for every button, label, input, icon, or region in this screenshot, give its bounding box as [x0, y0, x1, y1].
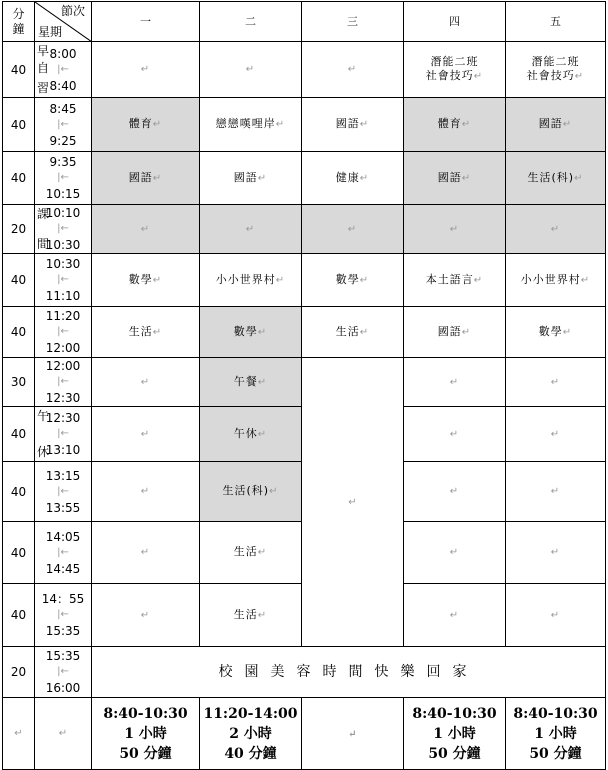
subject-name: 潛能二班: [430, 55, 479, 68]
schedule-row: [3, 647, 606, 698]
start-time: 14：55: [41, 592, 85, 606]
paragraph-mark: ↵: [347, 64, 358, 75]
subject-name: 體育: [128, 117, 153, 130]
summary-hours: 1 小時: [124, 725, 167, 742]
subject-cell: [404, 358, 506, 407]
subject-cell: [92, 462, 200, 522]
minutes-cell: 20: [3, 647, 35, 698]
minutes-header-bottom: 鐘: [12, 21, 25, 36]
start-time: 12:30: [45, 411, 81, 425]
range-mark: |←: [57, 63, 69, 75]
paragraph-mark: ↵: [550, 428, 561, 440]
summary-cell: [302, 698, 404, 770]
subject-cell: [506, 254, 606, 307]
paragraph-mark: ↵: [449, 609, 460, 621]
subject-cell: [200, 42, 302, 98]
paragraph-mark: ↵: [152, 326, 163, 338]
summary-row: [3, 698, 606, 770]
schedule-row: [3, 358, 606, 407]
subject-cell: [200, 205, 302, 254]
paragraph-mark: ↵: [473, 71, 484, 82]
start-time: 10:30: [45, 257, 81, 271]
subject-cell: [92, 254, 200, 307]
subject-cell: [92, 307, 200, 358]
paragraph-mark: ↵: [580, 274, 591, 286]
paragraph-mark: ↵: [359, 172, 370, 184]
summary-hours: 1 小時: [534, 725, 577, 742]
paragraph-mark: ↵: [348, 728, 357, 740]
corner-header: [35, 2, 92, 42]
start-time: 10:10: [45, 206, 81, 220]
subject-cell: [506, 522, 606, 584]
paragraph-mark: ↵: [449, 486, 460, 497]
dismissal-banner: 校園美容時間快樂回家: [92, 647, 606, 698]
paragraph-mark: ↵: [473, 274, 484, 286]
minutes-cell: 40: [3, 98, 35, 152]
minutes-cell: 40: [3, 42, 35, 98]
subject-name: 戀戀嘆哩岸: [215, 117, 276, 130]
subject-cell: [506, 358, 606, 407]
schedule-row: [3, 42, 606, 98]
day-header-3: 三: [302, 2, 404, 42]
subject-name: 數學: [128, 272, 153, 286]
time-cell: [35, 584, 92, 647]
subject-name: 生活(科): [222, 484, 270, 497]
start-time: 11:20: [45, 309, 81, 323]
summary-mins: 50 分鐘: [119, 745, 172, 762]
subject-name: 國語: [437, 170, 462, 184]
minutes-empty: [3, 698, 35, 770]
range-mark: |←: [57, 223, 69, 234]
start-time: 8:00: [49, 46, 77, 61]
subject-cell: [302, 307, 404, 358]
subject-cell: [92, 522, 200, 584]
start-time: 9:35: [49, 155, 77, 169]
end-time: 9:25: [49, 133, 77, 148]
paragraph-mark: ↵: [269, 486, 279, 497]
wednesday-afternoon-cell: [302, 358, 404, 647]
summary-range: 8:40-10:30: [513, 705, 598, 722]
subject-cell: [506, 42, 606, 98]
subject-cell: [200, 358, 302, 407]
paragraph-mark: ↵: [449, 376, 460, 388]
time-prefix: 課: [37, 207, 50, 221]
paragraph-mark: ↵: [348, 496, 357, 508]
end-time: 13:55: [45, 500, 81, 515]
time-last-prefix: 間: [37, 237, 50, 251]
minutes-header: [3, 2, 35, 42]
subject-cell: [506, 152, 606, 205]
time-suffix: 自: [37, 61, 50, 75]
time-cell: [35, 462, 92, 522]
paragraph-mark: ↵: [152, 274, 163, 286]
range-mark: |←: [57, 326, 69, 337]
subject-name: 數學: [538, 324, 563, 338]
subject-name: 午餐: [233, 374, 258, 388]
subject-cell: [92, 407, 200, 462]
subject-cell: [302, 98, 404, 152]
end-time: 12:30: [45, 391, 81, 405]
day-header-2: 二: [200, 2, 302, 42]
minutes-cell: 20: [3, 205, 35, 254]
minutes-cell: 40: [3, 152, 35, 205]
paragraph-mark: ↵: [449, 223, 460, 235]
summary-range: 11:20-14:00: [203, 705, 298, 722]
paragraph-mark: ↵: [245, 223, 256, 235]
period-label: 節次: [60, 4, 85, 18]
minutes-cell: 40: [3, 254, 35, 307]
paragraph-mark: ↵: [562, 119, 573, 130]
paragraph-mark: ↵: [359, 326, 370, 338]
time-cell: [35, 205, 92, 254]
schedule-row: [3, 152, 606, 205]
subject-name: 數學: [233, 324, 258, 338]
subject-name: 生活: [233, 545, 258, 558]
time-cell: [35, 407, 92, 462]
paragraph-mark: ↵: [550, 547, 561, 558]
summary-mins: 40 分鐘: [224, 745, 277, 762]
paragraph-mark: ↵: [449, 547, 460, 558]
subject-name: 生活(科): [527, 170, 575, 184]
subject-cell: [404, 254, 506, 307]
paragraph-mark: ↵: [140, 376, 151, 388]
time-cell: [35, 42, 92, 98]
summary-cell: [404, 698, 506, 770]
subject-name: 數學: [335, 272, 360, 286]
paragraph-mark: ↵: [347, 223, 358, 235]
end-time: 13:10: [45, 443, 81, 457]
subject-cell: [200, 307, 302, 358]
subject-name: 國語: [233, 170, 258, 184]
schedule-row: [3, 307, 606, 358]
paragraph-mark: ↵: [449, 428, 460, 440]
subject-cell: [92, 98, 200, 152]
paragraph-mark: ↵: [152, 172, 163, 184]
end-time: 10:15: [45, 187, 81, 201]
subject-cell: [200, 584, 302, 647]
subject-name: 生活: [335, 324, 360, 338]
start-time: 14:05: [45, 529, 81, 544]
start-time: 8:45: [49, 101, 77, 116]
header-row: [3, 2, 606, 42]
time-cell: [35, 307, 92, 358]
paragraph-mark: ↵: [461, 326, 472, 338]
time-empty: [35, 698, 92, 770]
subject-name: 小小世界村: [520, 272, 581, 286]
paragraph-mark: ↵: [275, 119, 286, 130]
subject-cell: [200, 522, 302, 584]
subject-cell: [200, 98, 302, 152]
end-time: 14:45: [45, 561, 81, 576]
summary-mins: 50 分鐘: [529, 745, 582, 762]
range-mark: |←: [57, 666, 69, 677]
paragraph-mark: ↵: [140, 64, 151, 75]
paragraph-mark: ↵: [140, 428, 151, 440]
minutes-header-top: 分: [12, 6, 25, 21]
paragraph-mark: ↵: [550, 486, 561, 497]
subject-name: 社會技巧: [425, 69, 474, 82]
subject-cell: [404, 522, 506, 584]
day-header-5: 五: [506, 2, 606, 42]
paragraph-mark: ↵: [245, 64, 256, 75]
summary-range: 8:40-10:30: [412, 705, 497, 722]
time-cell: [35, 522, 92, 584]
time-cell: [35, 358, 92, 407]
subject-cell: [506, 462, 606, 522]
paragraph-mark: ↵: [275, 274, 286, 286]
range-mark: |←: [57, 118, 69, 130]
time-cell: [35, 254, 92, 307]
day-header-1: 一: [92, 2, 200, 42]
range-mark: |←: [57, 485, 69, 497]
subject-cell: [302, 152, 404, 205]
subject-cell: [302, 254, 404, 307]
minutes-cell: 30: [3, 358, 35, 407]
minutes-cell: 40: [3, 307, 35, 358]
schedule-row: [3, 98, 606, 152]
end-time: 10:30: [45, 238, 81, 252]
subject-cell: [200, 152, 302, 205]
summary-mins: 50 分鐘: [428, 745, 481, 762]
paragraph-mark: ↵: [140, 547, 151, 558]
paragraph-mark: ↵: [550, 223, 561, 235]
paragraph-mark: ↵: [574, 172, 584, 184]
class-schedule-table: [2, 1, 606, 770]
range-mark: |←: [57, 376, 69, 387]
paragraph-mark: ↵: [257, 428, 268, 440]
time-prefix: 午: [37, 409, 50, 423]
minutes-cell: 40: [3, 584, 35, 647]
subject-cell: [92, 205, 200, 254]
subject-name: 本土語言: [425, 272, 474, 286]
subject-name: 潛能二班: [531, 55, 580, 68]
time-last-prefix: 休: [37, 445, 50, 459]
paragraph-mark: ↵: [550, 376, 561, 388]
subject-cell: [404, 205, 506, 254]
subject-name: 體育: [437, 117, 462, 130]
subject-name: 生活: [128, 324, 153, 338]
summary-hours: 1 小時: [433, 725, 476, 742]
subject-cell: [506, 98, 606, 152]
paragraph-mark: ↵: [257, 547, 268, 558]
paragraph-mark: ↵: [359, 274, 370, 286]
schedule-row: [3, 205, 606, 254]
paragraph-mark: ↵: [359, 119, 370, 130]
subject-name: 國語: [538, 117, 563, 130]
paragraph-mark: ↵: [140, 609, 151, 621]
start-time: 15:35: [45, 649, 81, 663]
time-cell: [35, 152, 92, 205]
end-time: 11:10: [45, 289, 81, 303]
subject-cell: [200, 407, 302, 462]
subject-name: 社會技巧: [526, 69, 575, 82]
paragraph-mark: ↵: [140, 223, 151, 235]
end-time: 15:35: [45, 624, 81, 638]
schedule-row: [3, 254, 606, 307]
subject-name: 健康: [335, 170, 360, 184]
subject-name: 生活: [233, 607, 258, 621]
paragraph-mark: ↵: [257, 326, 268, 338]
time-cell: [35, 98, 92, 152]
subject-cell: [506, 307, 606, 358]
subject-cell: [506, 584, 606, 647]
minutes-cell: 40: [3, 462, 35, 522]
subject-cell: [92, 358, 200, 407]
paragraph-mark: ↵: [14, 728, 23, 739]
paragraph-mark: ↵: [58, 728, 68, 739]
paragraph-mark: ↵: [152, 119, 163, 130]
subject-cell: [404, 98, 506, 152]
subject-name: 國語: [128, 170, 153, 184]
paragraph-mark: ↵: [140, 486, 151, 497]
subject-cell: [506, 407, 606, 462]
subject-cell: [92, 152, 200, 205]
summary-range: 8:40-10:30: [103, 705, 188, 722]
time-prefix: 早: [37, 44, 50, 58]
summary-cell: [92, 698, 200, 770]
minutes-cell: 40: [3, 522, 35, 584]
subject-cell: [506, 205, 606, 254]
subject-cell: [404, 42, 506, 98]
weekday-label: 星期: [38, 25, 63, 39]
range-mark: |←: [57, 274, 69, 285]
subject-cell: [302, 205, 404, 254]
subject-name: 國語: [437, 324, 462, 338]
subject-name: 小小世界村: [215, 272, 276, 286]
range-mark: |←: [57, 609, 69, 620]
subject-cell: [200, 462, 302, 522]
end-time: 16:00: [45, 681, 81, 695]
subject-cell: [404, 407, 506, 462]
end-time: 8:40: [49, 78, 77, 93]
paragraph-mark: ↵: [550, 609, 561, 621]
day-header-4: 四: [404, 2, 506, 42]
time-cell: [35, 647, 92, 698]
paragraph-mark: ↵: [574, 71, 585, 82]
subject-cell: [92, 42, 200, 98]
subject-name: 午休: [233, 426, 258, 440]
range-mark: |←: [57, 546, 69, 558]
summary-cell: [200, 698, 302, 770]
range-mark: |←: [57, 172, 69, 183]
minutes-cell: 40: [3, 407, 35, 462]
time-last-prefix: 習: [37, 81, 50, 95]
subject-cell: [92, 584, 200, 647]
summary-cell: [506, 698, 606, 770]
start-time: 13:15: [45, 468, 81, 483]
subject-cell: [302, 42, 404, 98]
paragraph-mark: ↵: [461, 119, 472, 130]
paragraph-mark: ↵: [562, 326, 573, 338]
paragraph-mark: ↵: [257, 376, 268, 388]
paragraph-mark: ↵: [461, 172, 472, 184]
subject-cell: [200, 254, 302, 307]
subject-cell: [404, 584, 506, 647]
subject-cell: [404, 152, 506, 205]
subject-cell: [404, 307, 506, 358]
subject-cell: [404, 462, 506, 522]
summary-hours: 2 小時: [229, 725, 272, 742]
end-time: 12:00: [45, 341, 81, 355]
paragraph-mark: ↵: [257, 609, 268, 621]
start-time: 12:00: [45, 359, 81, 373]
subject-name: 國語: [335, 117, 360, 130]
paragraph-mark: ↵: [257, 172, 268, 184]
range-mark: |←: [57, 428, 69, 439]
